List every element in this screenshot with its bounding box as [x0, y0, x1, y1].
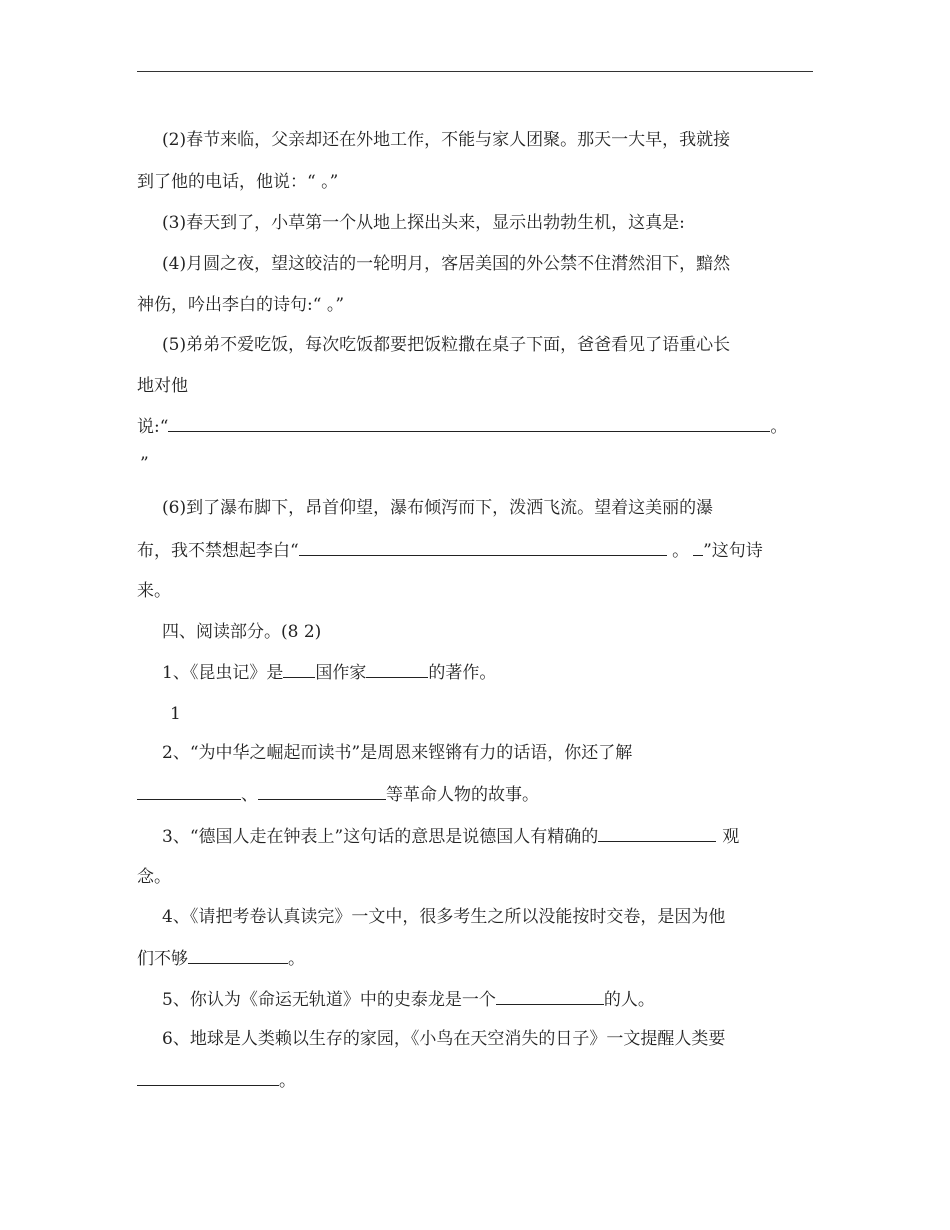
reading-q5	[162, 987, 655, 1012]
reading-q6-blank[interactable]	[137, 1068, 279, 1086]
reading-q5-prefix: 5、你认为《命运无轨道》中的史泰龙是一个	[162, 990, 496, 1010]
header-rule	[137, 71, 813, 72]
reading-q1-blank-2[interactable]	[366, 660, 428, 678]
reading-q3-prefix: 3、“德国人走在钟表上”这句话的意思是说德国人有精确的	[162, 827, 599, 847]
reading-q4-line-2	[137, 946, 305, 971]
reading-q2-blank-2[interactable]	[258, 782, 386, 800]
reading-q4-line-1: 4、《请把考卷认真读完》一文中，很多考生之所以没能按时交卷，是因为他	[162, 907, 726, 927]
q5-answer-blank[interactable]	[168, 414, 770, 432]
q5-line-1: (5)弟弟不爱吃饭，每次吃饭都要把饭粒撒在桌子下面，爸爸看见了语重心长	[162, 335, 731, 355]
reading-q3-line-2: 念。	[137, 867, 171, 887]
reading-q3-line-1	[162, 824, 739, 849]
q2-line-1: (2)春节来临，父亲却还在外地工作，不能与家人团聚。那天一大早，我就接	[162, 130, 731, 150]
q2-line-2: 到了他的电话，他说：“ 。”	[137, 172, 339, 192]
q6-suffix: ”这句诗	[703, 541, 763, 561]
reading-q2-blank-1[interactable]	[137, 782, 241, 800]
page-marker: 1	[170, 704, 181, 724]
reading-q5-suffix: 的人。	[603, 990, 655, 1010]
reading-q1-b: 国作家	[315, 663, 367, 683]
q6-line-1: (6)到了瀑布脚下，昂首仰望，瀑布倾泻而下，泼洒飞流。望着这美丽的瀑	[162, 498, 714, 518]
q3-line-1: (3)春天到了，小草第一个从地上探出头来，显示出勃勃生机，这真是:	[162, 213, 685, 233]
reading-q4-suffix: 。	[288, 949, 305, 969]
reading-q6-line-1: 6、地球是人类赖以生存的家园，《小鸟在天空消失的日子》一文提醒人类要	[162, 1029, 726, 1049]
q6-prefix: 布，我不禁想起李白“	[137, 541, 299, 561]
q6-line-3: 来。	[137, 581, 171, 601]
reading-q3-suffix: 观	[722, 827, 740, 847]
reading-q5-blank[interactable]	[496, 987, 604, 1005]
reading-q2-sep: 、	[241, 785, 258, 805]
reading-q2-line-2	[137, 782, 539, 807]
q5-line-2: 地对他	[137, 376, 188, 396]
q5-line-3	[137, 414, 787, 439]
reading-q4-prefix: 们不够	[137, 949, 188, 969]
reading-q1-c: 的著作。	[428, 663, 497, 683]
q6-line-2	[137, 538, 763, 563]
reading-q2-line-1: 2、“为中华之崛起而读书”是周恩来铿锵有力的话语，你还了解	[162, 743, 633, 763]
reading-q1-a: 1、《昆虫记》是	[162, 663, 284, 683]
q4-line-2: 神伤，吟出李白的诗句:“ 。”	[137, 295, 345, 315]
reading-q4-blank[interactable]	[188, 946, 288, 964]
section-4-heading: 四、阅读部分。(8 2)	[162, 622, 322, 642]
q6-answer-blank[interactable]	[299, 538, 667, 556]
q6-short-blank[interactable]	[693, 538, 703, 556]
reading-q3-blank[interactable]	[598, 824, 716, 842]
q6-mid: 。	[666, 541, 690, 561]
reading-q6-suffix: 。	[279, 1071, 296, 1091]
reading-q1-blank-1[interactable]	[283, 660, 315, 678]
q5-quote-open: 说:“	[137, 417, 169, 437]
reading-q2-tail: 等革命人物的故事。	[386, 785, 539, 805]
reading-q6-line-2	[137, 1068, 296, 1093]
q5-line-4: ”	[140, 454, 149, 474]
q4-line-1: (4)月圆之夜，望这皎洁的一轮明月，客居美国的外公禁不住潸然泪下，黯然	[162, 254, 731, 274]
q5-period: 。	[770, 417, 788, 437]
reading-q1	[162, 660, 496, 685]
